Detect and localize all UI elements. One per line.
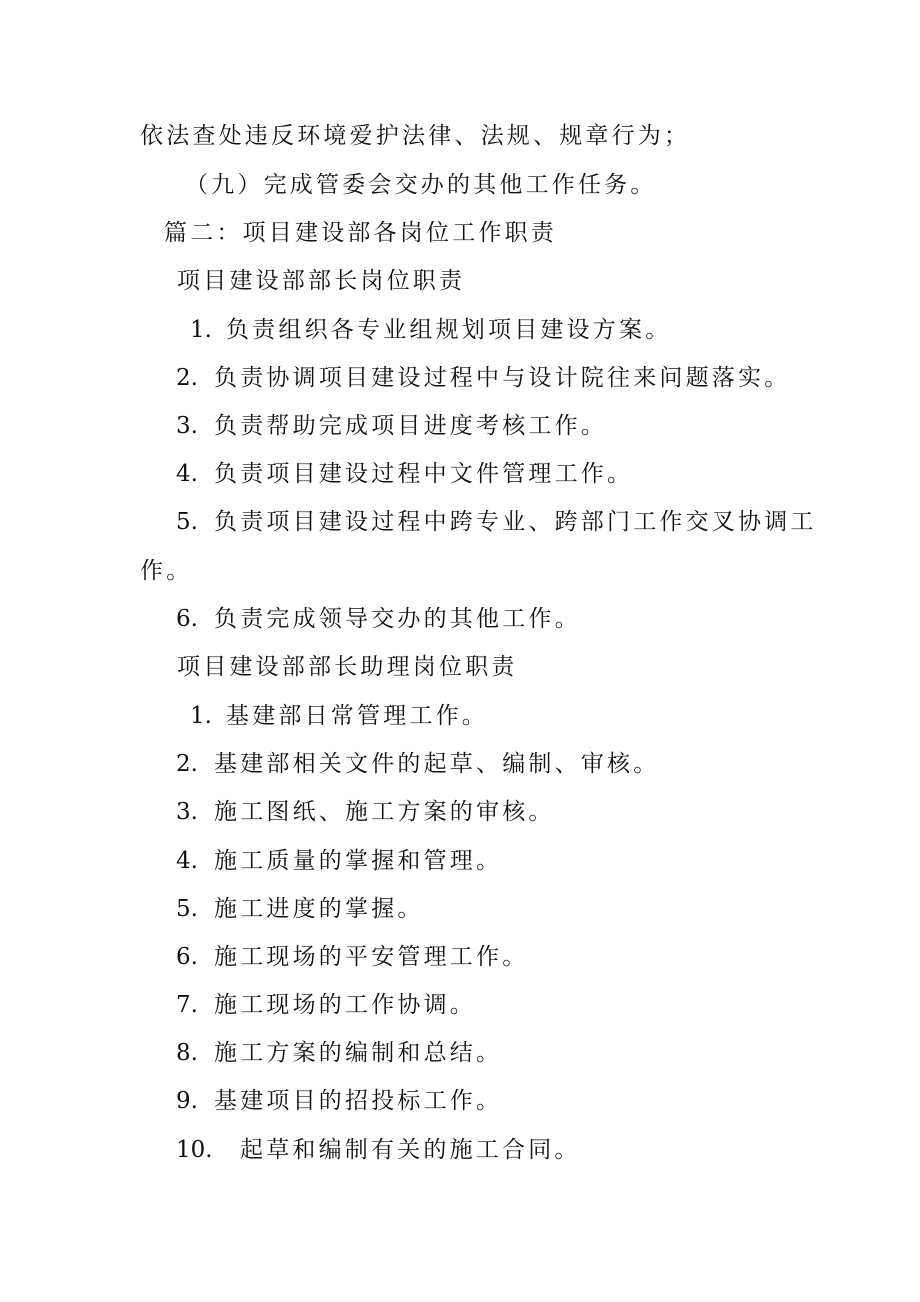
list-number: 6. <box>176 606 198 632</box>
list-item <box>190 701 488 731</box>
list-text: 施工图纸、施工方案的审核。 <box>214 799 555 825</box>
list-item <box>176 1038 502 1068</box>
text-line-wrap <box>140 556 192 586</box>
list-number: 6. <box>176 944 198 970</box>
list-item <box>176 1086 502 1116</box>
list-item <box>176 1135 581 1165</box>
list-number: 5. <box>176 509 198 535</box>
list-item <box>176 749 659 779</box>
list-text: 负责完成领导交办的其他工作。 <box>214 606 581 632</box>
list-number: 4. <box>176 848 198 874</box>
list-text: 施工质量的掌握和管理。 <box>214 848 503 874</box>
list-item <box>176 604 581 634</box>
list-number: 2. <box>176 365 198 391</box>
list-item <box>176 507 817 537</box>
list-item <box>176 846 502 876</box>
text-line-1 <box>140 121 690 151</box>
list-number: 3. <box>176 799 198 825</box>
list-text: 施工方案的编制和总结。 <box>214 1040 503 1066</box>
list-number: 3. <box>176 413 198 439</box>
list-number: 1. <box>190 703 212 729</box>
list-text: 施工现场的工作协调。 <box>214 992 476 1018</box>
list-number: 5. <box>176 896 198 922</box>
subsection-heading-1 <box>177 266 465 296</box>
section-heading <box>164 218 557 248</box>
list-item <box>176 894 424 924</box>
list-text: 负责项目建设过程中跨专业、跨部门工作交叉协调工 <box>214 509 817 535</box>
list-text: 起草和编制有关的施工合同。 <box>240 1137 581 1163</box>
list-text: 基建部相关文件的起草、编制、审核。 <box>214 751 660 777</box>
list-text: 负责协调项目建设过程中与设计院往来问题落实。 <box>214 365 791 391</box>
list-number: 1. <box>190 317 212 343</box>
line-text: 作。 <box>140 558 193 584</box>
line-text: 项目建设部部长岗位职责 <box>177 268 466 294</box>
list-item <box>176 363 790 393</box>
list-text: 施工进度的掌握。 <box>214 896 424 922</box>
list-number: 8. <box>176 1040 198 1066</box>
list-text: 施工现场的平安管理工作。 <box>214 944 529 970</box>
list-text: 负责项目建设过程中文件管理工作。 <box>214 461 634 487</box>
list-item <box>176 797 555 827</box>
line-text: 依法查处违反环境爱护法律、法规、规章行为； <box>140 123 691 149</box>
line-text: 篇二：项目建设部各岗位工作职责 <box>164 220 557 246</box>
list-number: 9. <box>176 1088 198 1114</box>
list-item <box>176 459 633 489</box>
list-item <box>190 315 671 345</box>
list-item <box>176 942 528 972</box>
list-number: 2. <box>176 751 198 777</box>
list-number: 4. <box>176 461 198 487</box>
list-item <box>176 411 607 441</box>
list-text: 负责帮助完成项目进度考核工作。 <box>214 413 607 439</box>
list-text: 负责组织各专业组规划项目建设方案。 <box>226 317 672 343</box>
list-text: 基建项目的招投标工作。 <box>214 1088 503 1114</box>
subsection-heading-2 <box>177 652 518 682</box>
list-number: 10. <box>176 1137 213 1163</box>
list-item <box>176 990 476 1020</box>
list-number: 7. <box>176 992 198 1018</box>
text-line-2 <box>185 170 657 200</box>
line-text: 项目建设部部长助理岗位职责 <box>177 654 518 680</box>
line-text: （九）完成管委会交办的其他工作任务。 <box>185 172 657 198</box>
list-text: 基建部日常管理工作。 <box>226 703 488 729</box>
